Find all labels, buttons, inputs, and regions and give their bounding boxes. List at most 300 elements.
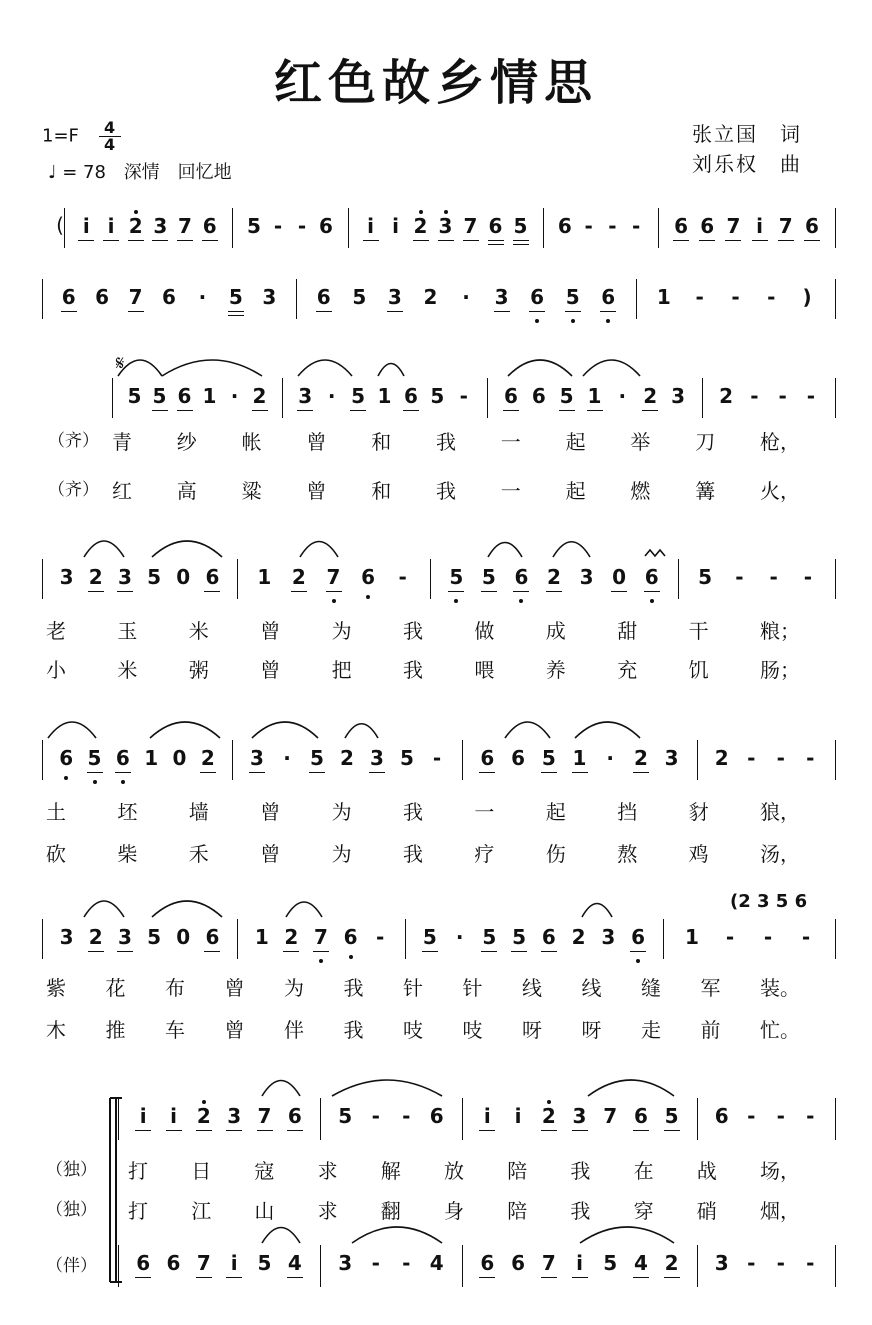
note-digit: 2 [284, 925, 299, 949]
note-digit: · [462, 285, 470, 309]
lyric-char: 熬 [617, 842, 638, 866]
lyric-char: 忙。 [760, 1018, 800, 1042]
lyric-char: 硝 [696, 1199, 717, 1223]
note-digit: 5 [513, 214, 528, 238]
note-digit: 6 [166, 1251, 181, 1275]
note-digit: 3 [227, 1104, 242, 1128]
note-digit: 5 [351, 384, 366, 408]
note-digit: i [367, 214, 374, 238]
lyric-char: 打 [128, 1159, 148, 1183]
lyric-char: 针 [462, 976, 483, 1000]
lyric-char: 求 [317, 1199, 338, 1223]
note-digit: 7 [128, 285, 143, 309]
note-digit: 3 [370, 746, 384, 770]
lyric-char: 布 [165, 976, 185, 1000]
slur [332, 1080, 442, 1096]
slur [345, 724, 378, 738]
note-digit: · [618, 384, 627, 408]
lyric-char: 针 [403, 976, 423, 1000]
lyric-char: 火， [760, 479, 800, 503]
singer-tag: （齐） [48, 431, 99, 451]
slur [300, 542, 338, 558]
lyric-char: 陪 [507, 1159, 528, 1183]
note-digit: - [776, 1251, 785, 1275]
note-digit: 3 [664, 746, 679, 770]
lyric-char: 曾 [260, 658, 281, 682]
slur [152, 541, 222, 557]
note-digit: · [198, 285, 207, 309]
lyric-char: 纱 [176, 430, 197, 454]
note-digit: 0 [176, 565, 191, 589]
note-digit: 6 [644, 565, 659, 589]
lyric-char: 我 [403, 658, 423, 682]
note-digit: 6 [316, 285, 331, 309]
lyric-char: 车 [165, 1018, 185, 1042]
lyric-char: 伴 [284, 1018, 304, 1042]
note-digit: - [801, 925, 811, 949]
note-digit: · [606, 746, 614, 770]
lyric-char: 木 [46, 1018, 66, 1042]
lyric-char: 刀 [695, 430, 716, 454]
note-digit: 2 [643, 384, 658, 408]
lyric-char: 砍 [46, 842, 66, 866]
note-digit: 3 [250, 746, 264, 770]
lyric-char: 寇 [254, 1159, 275, 1183]
slur [48, 722, 96, 738]
note-digit: 6 [714, 1104, 729, 1128]
note-digit: 6 [115, 746, 130, 770]
note-digit: 2 [252, 384, 267, 408]
note-digit: 5 [257, 1251, 272, 1275]
lyric-char: 打 [128, 1199, 148, 1223]
quarter-note-icon: ♩ [48, 162, 57, 183]
lyric-char: 穿 [633, 1199, 654, 1223]
system-brace [110, 1098, 122, 1282]
lyric-char: 和 [371, 479, 392, 503]
note-digit: 5 [565, 285, 580, 309]
lyric-char: 粱 [241, 479, 262, 503]
lyric-char: 呀 [522, 1018, 542, 1042]
note-digit: 4 [633, 1251, 648, 1275]
lyric-char: 曾 [306, 430, 327, 454]
note-digit: 5 [87, 746, 102, 770]
note-digit: 5 [400, 746, 414, 770]
time-sig-top: 4 [104, 118, 116, 137]
lyric-char: 一 [500, 430, 521, 454]
note-digit: - [371, 1251, 380, 1275]
note-digit: ) [802, 285, 812, 309]
lyric-char: 鸡 [688, 842, 709, 866]
lyric-char: 解 [380, 1159, 401, 1183]
lyric-char: 小 [46, 658, 66, 682]
lyric-char: 在 [633, 1159, 654, 1183]
note-digit: 6 [403, 384, 418, 408]
note-digit: 3 [579, 565, 594, 589]
note-digit: 1 [685, 925, 699, 949]
note-digit: 3 [262, 285, 277, 309]
lyric-char: 青 [112, 430, 132, 454]
note-digit: 2 [547, 565, 561, 589]
note-digit: 2 [413, 214, 428, 238]
lyric-char: 我 [343, 1018, 364, 1042]
composer-credit: 刘乐权 曲 [692, 152, 802, 176]
note-digit: 4 [429, 1251, 444, 1275]
note-digit: 2 [340, 746, 354, 770]
note-digit: 3 [714, 1251, 729, 1275]
note-digit: i [107, 214, 115, 238]
note-digit: i [82, 214, 90, 238]
note-digit: 6 [429, 1104, 444, 1128]
note-digit: 3 [338, 1251, 353, 1275]
note-digit: - [695, 285, 704, 309]
lyric-char: 狼， [760, 800, 800, 824]
lyric-char: 高 [176, 479, 197, 503]
lyric-char: 一 [500, 479, 521, 503]
lyric-char: 把 [331, 658, 352, 682]
note-digit: - [402, 1251, 411, 1275]
note-digit: 5 [559, 384, 574, 408]
note-digit: 5 [228, 285, 243, 309]
note-digit: 6 [601, 285, 616, 309]
slur [378, 364, 404, 377]
lyric-char: 曾 [224, 976, 245, 1000]
lyric-char: 豺 [688, 800, 709, 824]
lyric-char: 为 [331, 800, 352, 824]
note-digit: 6 [480, 746, 495, 770]
time-sig-bottom: 4 [99, 136, 121, 153]
lyric-char: 身 [444, 1199, 464, 1223]
note-digit: - [776, 1104, 785, 1128]
slur [588, 1080, 674, 1096]
note-digit: 1 [257, 565, 272, 589]
lyric-char: 我 [570, 1159, 591, 1183]
lyric-char: 肠； [760, 658, 800, 682]
note-digit: - [376, 925, 385, 949]
note-digit: - [776, 746, 785, 770]
note-digit: 6 [205, 565, 220, 589]
note-digit: 5 [512, 925, 527, 949]
lyric-char: 放 [444, 1159, 464, 1183]
lyric-char: 线 [522, 976, 542, 1000]
slur [118, 360, 162, 376]
note-digit: 3 [601, 925, 616, 949]
lyric-char: 举 [630, 430, 651, 454]
lyric-char: 成 [545, 619, 566, 643]
lyric-char: 坯 [117, 800, 138, 824]
note-digit: 3 [153, 214, 168, 238]
note-digit: 5 [541, 746, 556, 770]
lyric-char: 起 [565, 479, 586, 503]
note-digit: 1 [377, 384, 392, 408]
lyric-char: 战 [696, 1159, 717, 1183]
lyric-char: 走 [641, 1018, 661, 1042]
lyric-char: 呀 [581, 1018, 602, 1042]
note-digit: 5 [352, 285, 367, 309]
note-digit: 1 [202, 384, 217, 408]
lyric-char: 曾 [260, 619, 281, 643]
note-digit: 2 [200, 746, 215, 770]
lyric-char: 汤， [760, 842, 800, 866]
note-digit: 6 [531, 384, 546, 408]
song-title: 红色故乡情思 [273, 55, 598, 111]
lyric-char: 燃 [630, 479, 651, 503]
note-digit: 6 [205, 925, 220, 949]
note-digit: 2 [196, 1104, 211, 1128]
note-digit: - [747, 746, 756, 770]
lyric-char: 伤 [545, 842, 566, 866]
note-digit: 6 [674, 214, 689, 238]
note-digit: i [230, 1251, 238, 1275]
note-digit: 5 [147, 565, 162, 589]
note-digit: · [230, 384, 239, 408]
note-digit: 7 [726, 214, 741, 238]
slur [252, 722, 318, 738]
lyric-char: 禾 [188, 842, 209, 866]
lyric-char: 枪， [760, 430, 800, 454]
note-digit: 2 [88, 565, 103, 589]
lyric-char: 和 [371, 430, 392, 454]
lyric-char: 柴 [117, 842, 138, 866]
note-digit: 7 [463, 214, 478, 238]
note-digit: 4 [287, 1251, 302, 1275]
note-digit: 7 [326, 565, 341, 589]
lyric-char: 前 [700, 1018, 721, 1042]
expression-text: 深情 回忆地 [123, 162, 232, 183]
note-digit: - [806, 746, 815, 770]
lyric-char: 老 [46, 619, 66, 643]
note-digit: 7 [178, 214, 192, 238]
part-label: （伴） [46, 1256, 97, 1276]
lyric-char: 烟， [760, 1199, 800, 1223]
lyric-char: 我 [570, 1199, 591, 1223]
lyric-char: 我 [436, 479, 456, 503]
slur [582, 904, 612, 918]
lyric-char: 米 [188, 619, 209, 643]
note-digit: 7 [778, 214, 793, 238]
note-digit: - [747, 1104, 756, 1128]
note-digit: - [763, 925, 773, 949]
note-digit: i [576, 1251, 583, 1275]
slur [262, 1228, 300, 1244]
lyric-char: 吱 [462, 1018, 483, 1042]
note-digit: 5 [698, 565, 713, 589]
lyric-char: 帐 [241, 430, 262, 454]
note-digit: 6 [202, 214, 217, 238]
lyric-char: 我 [436, 430, 456, 454]
slur [505, 722, 550, 738]
note-digit: - [402, 1104, 411, 1128]
lyric-char: 墙 [188, 800, 209, 824]
lyric-char: 土 [46, 800, 66, 824]
mordent-icon [645, 550, 665, 556]
note-digit: 3 [671, 384, 686, 408]
note-digit: 2 [714, 746, 729, 770]
note-digit: 5 [310, 746, 324, 770]
note-digit: 5 [422, 925, 437, 949]
slur [580, 1227, 674, 1243]
lyric-char: 山 [254, 1199, 275, 1223]
note-digit: i [139, 1104, 147, 1128]
note-digit: - [806, 1251, 815, 1275]
note-digit: 6 [343, 925, 358, 949]
note-digit: 6 [503, 384, 518, 408]
note-digit: 2 [423, 285, 438, 309]
lyric-char: 我 [403, 842, 423, 866]
lyric-char: 日 [191, 1159, 212, 1183]
note-digit: 6 [488, 214, 503, 238]
note-digit: 7 [257, 1104, 272, 1128]
note-digit: 3 [572, 1104, 587, 1128]
lyric-char: 我 [403, 800, 423, 824]
singer-tag: （齐） [48, 480, 99, 500]
note-digit: 3 [59, 925, 74, 949]
note-digit: 6 [287, 1104, 302, 1128]
lyric-char: 紫 [46, 976, 66, 1000]
note-digit: 7 [541, 1251, 556, 1275]
note-digit: 6 [59, 746, 74, 770]
lyric-char: 陪 [507, 1199, 528, 1223]
note-digit: 3 [117, 925, 132, 949]
note-digit: - [584, 214, 593, 238]
note-digit: 6 [319, 214, 333, 238]
tempo-text: = 78 [62, 162, 106, 183]
lyric-char: 养 [545, 658, 566, 682]
lyric-char: 玉 [117, 619, 138, 643]
note-digit: i [514, 1104, 522, 1128]
note-digit: 0 [612, 565, 627, 589]
slur [298, 360, 352, 376]
lyric-char: 干 [688, 619, 709, 643]
note-digit: - [769, 565, 778, 589]
lyric-char: 红 [112, 479, 132, 503]
note-digit: 3 [298, 384, 313, 408]
note-digit: i [756, 214, 763, 238]
note-digit: - [767, 285, 776, 309]
note-digit: 3 [59, 565, 74, 589]
lyric-char: 曾 [260, 800, 281, 824]
note-digit: 1 [572, 746, 587, 770]
lyric-char: 装。 [760, 976, 800, 1000]
note-digit: 2 [291, 565, 306, 589]
note-digit: i [392, 214, 399, 238]
note-digit: 5 [664, 1104, 679, 1128]
note-digit: - [459, 384, 468, 408]
slur [352, 1227, 442, 1243]
lyric-char: 翻 [380, 1199, 401, 1223]
lyric-char: 疗 [474, 842, 495, 866]
lyric-char: 为 [331, 842, 352, 866]
note-digit: 6 [700, 214, 715, 238]
note-digit: - [731, 285, 740, 309]
note-digit: - [432, 746, 442, 770]
note-digit: 6 [631, 925, 646, 949]
lyric-char: 起 [565, 430, 586, 454]
note-digit: · [327, 384, 336, 408]
note-digit: 6 [177, 384, 192, 408]
slur [150, 722, 220, 738]
note-digit: 1 [254, 925, 269, 949]
slur [488, 543, 522, 558]
lyricist-credit: 张立国 词 [692, 122, 802, 146]
note-digit: - [747, 1251, 756, 1275]
note-digit: 6 [541, 925, 556, 949]
slur [575, 722, 640, 738]
note-digit: 6 [95, 285, 110, 309]
note-digit: 7 [196, 1251, 211, 1275]
slur [286, 902, 322, 917]
lyric-char: 为 [331, 619, 352, 643]
note-digit: 5 [127, 384, 142, 408]
note-digit: 5 [481, 565, 496, 589]
note-digit: 2 [541, 1104, 556, 1128]
note-digit: 5 [152, 384, 167, 408]
note-digit: 7 [603, 1104, 618, 1128]
lyric-char: 充 [617, 658, 638, 682]
note-digit: - [608, 214, 617, 238]
note-digit: 6 [804, 214, 819, 238]
system-prefix: ( [56, 213, 64, 237]
lyric-char: 一 [474, 800, 495, 824]
note-digit: 6 [633, 1104, 648, 1128]
note-digit: 6 [511, 1251, 526, 1275]
note-digit: - [806, 384, 816, 408]
lyric-char: 曾 [224, 1018, 245, 1042]
lyric-char: 吱 [403, 1018, 423, 1042]
note-digit: 5 [449, 565, 464, 589]
note-digit: 6 [557, 214, 572, 238]
note-digit: - [806, 1104, 815, 1128]
lyric-char: 饥 [688, 658, 709, 682]
lyric-char: 线 [581, 976, 602, 1000]
note-digit: 2 [88, 925, 103, 949]
slur [583, 360, 640, 376]
note-digit: - [297, 214, 307, 238]
note-digit: 6 [514, 565, 529, 589]
note-digit: - [631, 214, 641, 238]
note-digit: 3 [438, 214, 453, 238]
lyric-char: 曾 [306, 479, 327, 503]
note-digit: 6 [480, 1251, 495, 1275]
note-digit: - [750, 384, 759, 408]
lyric-char: 我 [403, 619, 423, 643]
note-digit: 6 [136, 1251, 151, 1275]
note-digit: 5 [430, 384, 445, 408]
note-digit: - [725, 925, 735, 949]
note-digit: 5 [147, 925, 162, 949]
intro-annotation: (2 3 5 6 [730, 891, 808, 912]
note-digit: 2 [128, 214, 143, 238]
note-digit: 5 [482, 925, 497, 949]
lyric-char: 挡 [617, 800, 638, 824]
slur [508, 360, 572, 376]
slur [262, 1081, 300, 1097]
lyric-char: 米 [117, 658, 138, 682]
lyric-char: 做 [474, 619, 495, 643]
note-digit: 3 [387, 285, 402, 309]
lyric-char: 起 [545, 800, 566, 824]
slur [553, 542, 590, 557]
note-digit: - [778, 384, 787, 408]
note-digit: 3 [494, 285, 509, 309]
slur [152, 901, 222, 917]
note-digit: 1 [144, 746, 159, 770]
note-digit: 6 [162, 285, 176, 309]
note-digit: - [273, 214, 283, 238]
lyric-char: 曾 [260, 842, 281, 866]
note-digit: 5 [338, 1104, 353, 1128]
note-digit: i [170, 1104, 177, 1128]
note-digit: - [735, 565, 744, 589]
